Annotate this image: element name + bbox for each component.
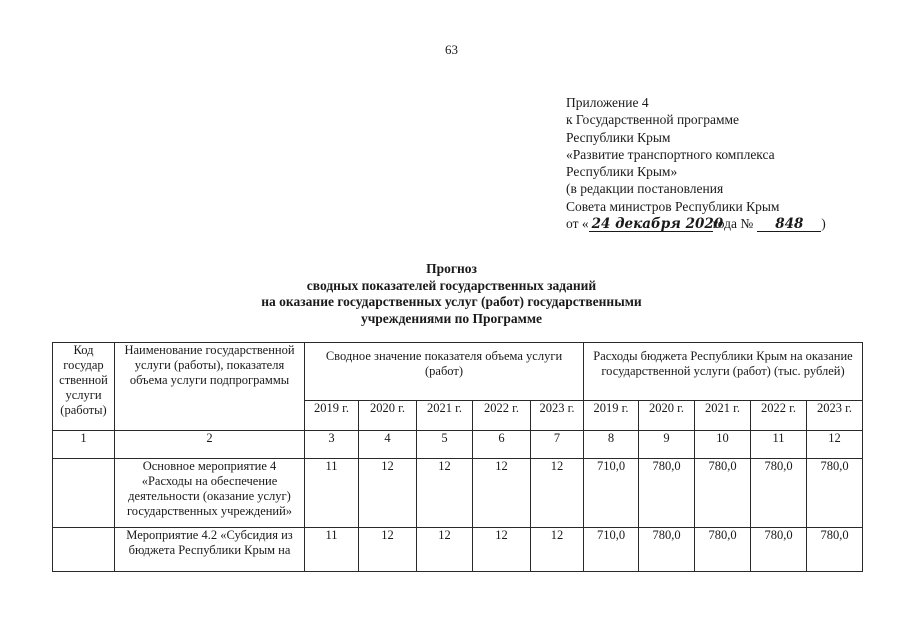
year-header: 2022 г. bbox=[473, 401, 531, 431]
year-header: 2023 г. bbox=[531, 401, 584, 431]
cell-expense: 780,0 bbox=[807, 528, 863, 572]
cell-expense: 780,0 bbox=[751, 459, 807, 528]
year-suffix: года № bbox=[712, 216, 754, 232]
table-row bbox=[53, 459, 863, 528]
appendix-line: «Развитие транспортного комплекса bbox=[566, 146, 775, 162]
header-expenses: Расходы бюджета Республики Крым на оказание государственной услуги (работ) (тыс. рублей) bbox=[584, 343, 863, 401]
appendix-line: Республики Крым» bbox=[566, 164, 678, 180]
column-index: 5 bbox=[417, 431, 473, 459]
cell-expense: 780,0 bbox=[751, 528, 807, 572]
appendix-line: (в редакции постановления bbox=[566, 181, 724, 197]
title-line: на оказание государственных услуг (работ) государственными bbox=[261, 294, 642, 309]
title-line: Прогноз bbox=[426, 261, 477, 276]
table-row bbox=[53, 528, 863, 572]
year-header: 2019 г. bbox=[305, 401, 359, 431]
cell-expense: 780,0 bbox=[639, 459, 695, 528]
column-index: 3 bbox=[305, 431, 359, 459]
column-index: 10 bbox=[695, 431, 751, 459]
year-header: 2019 г. bbox=[584, 401, 639, 431]
title-line: сводных показателей государственных заданий bbox=[306, 277, 597, 293]
forecast-table bbox=[52, 342, 863, 572]
cell-volume: 12 bbox=[473, 459, 531, 528]
column-index: 6 bbox=[473, 431, 531, 459]
column-index: 12 bbox=[807, 431, 863, 459]
year-header: 2020 г. bbox=[639, 401, 695, 431]
cell-volume: 12 bbox=[531, 528, 584, 572]
column-index: 4 bbox=[359, 431, 417, 459]
column-index: 1 bbox=[53, 431, 115, 459]
cell-expense: 780,0 bbox=[639, 528, 695, 572]
column-index: 9 bbox=[639, 431, 695, 459]
handwritten-number: 848 bbox=[757, 217, 821, 232]
date-prefix: от « bbox=[566, 216, 589, 232]
cell-volume: 12 bbox=[417, 459, 473, 528]
page-number: 63 bbox=[445, 42, 458, 57]
closing-paren: ) bbox=[821, 216, 826, 232]
cell-volume: 12 bbox=[473, 528, 531, 572]
cell-volume: 11 bbox=[305, 528, 359, 572]
column-index: 11 bbox=[751, 431, 807, 459]
cell-volume: 12 bbox=[417, 528, 473, 572]
appendix-line: Республики Крым bbox=[566, 129, 671, 145]
appendix-line: Приложение 4 bbox=[566, 95, 649, 110]
cell-name: Мероприятие 4.2 «Субсидия из бюджета Республики Крым на bbox=[115, 528, 305, 572]
cell-name: Основное мероприятие 4 «Расходы на обеспечение деятельности (оказание услуг) государственных учреждений» bbox=[115, 459, 305, 528]
column-index: 7 bbox=[531, 431, 584, 459]
appendix-line: к Государственной программе bbox=[566, 112, 740, 128]
cell-volume: 11 bbox=[305, 459, 359, 528]
year-header: 2021 г. bbox=[417, 401, 473, 431]
handwritten-date: 24 декабря 2020 bbox=[589, 217, 713, 232]
document-title bbox=[0, 261, 903, 327]
cell-volume: 12 bbox=[531, 459, 584, 528]
title-line: учреждениями по Программе bbox=[360, 310, 543, 326]
cell-expense: 780,0 bbox=[695, 528, 751, 572]
year-header: 2023 г. bbox=[807, 401, 863, 431]
cell-expense: 780,0 bbox=[807, 459, 863, 528]
cell-expense: 780,0 bbox=[695, 459, 751, 528]
column-index: 2 bbox=[115, 431, 305, 459]
cell-code bbox=[53, 459, 115, 528]
header-code: Код государ ственной услуги (работы) bbox=[53, 343, 115, 431]
cell-expense: 710,0 bbox=[584, 528, 639, 572]
year-header: 2021 г. bbox=[695, 401, 751, 431]
appendix-date-line bbox=[566, 215, 826, 232]
header-name: Наименование государственной услуги (работы), показателя объема услуги подпрограммы bbox=[115, 343, 305, 431]
appendix-line: Совета министров Республики Крым bbox=[566, 198, 780, 214]
year-header: 2022 г. bbox=[751, 401, 807, 431]
year-header: 2020 г. bbox=[359, 401, 417, 431]
cell-volume: 12 bbox=[359, 459, 417, 528]
cell-code bbox=[53, 528, 115, 572]
header-volume: Сводное значение показателя объема услуги (работ) bbox=[305, 343, 584, 401]
column-index: 8 bbox=[584, 431, 639, 459]
appendix-block bbox=[566, 94, 826, 232]
cell-volume: 12 bbox=[359, 528, 417, 572]
cell-expense: 710,0 bbox=[584, 459, 639, 528]
